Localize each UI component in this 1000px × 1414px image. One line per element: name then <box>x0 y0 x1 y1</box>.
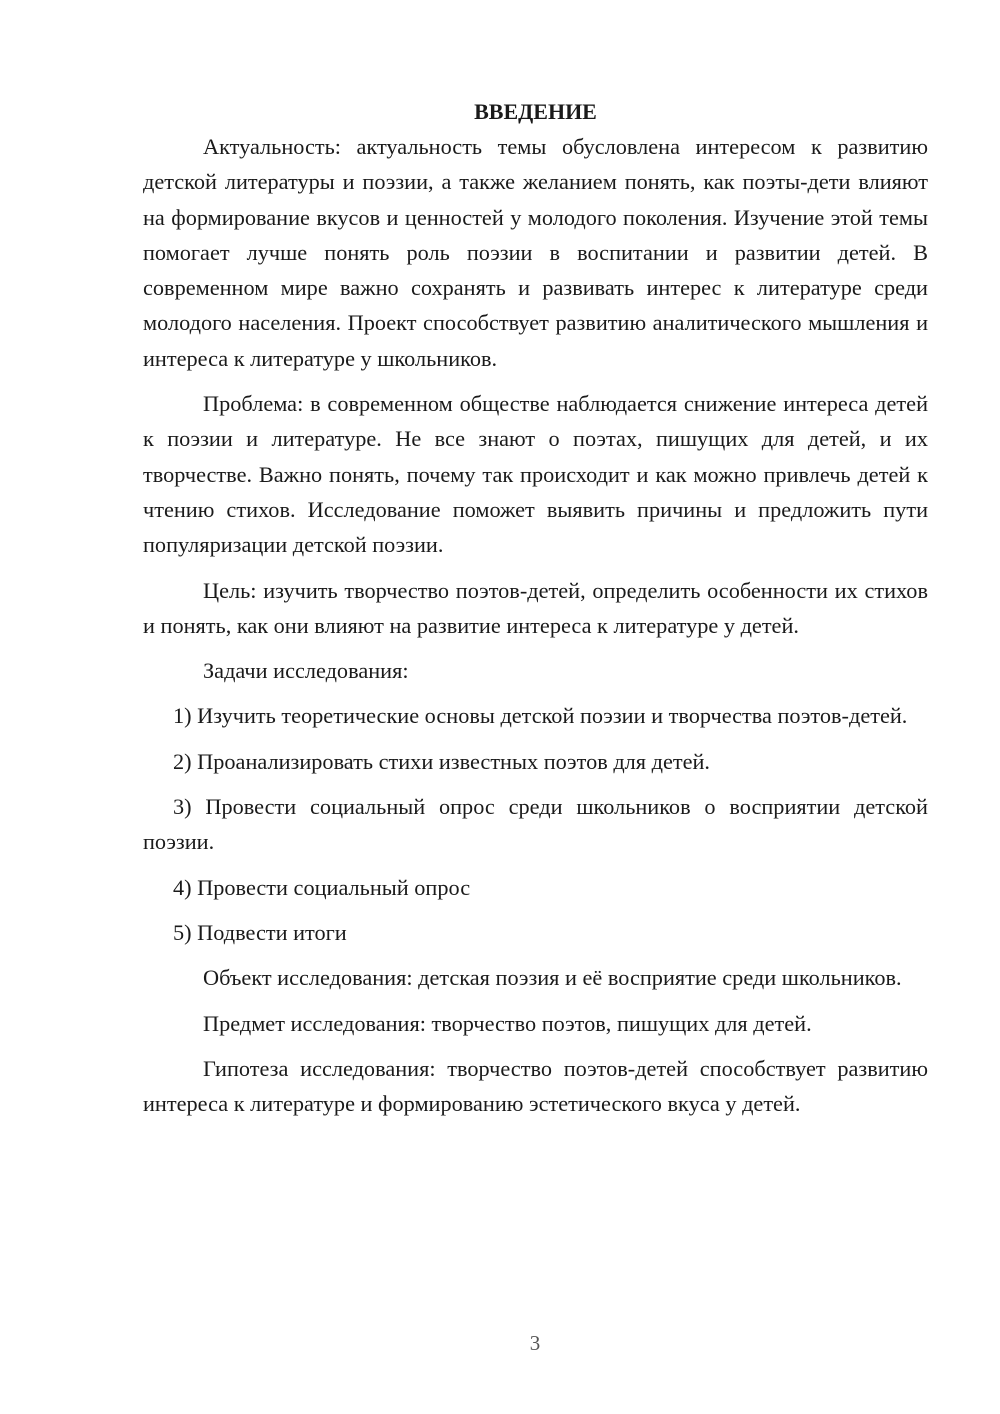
tasks-heading: Задачи исследования: <box>203 658 409 684</box>
task-item-1: 1) Изучить теоретические основы детской поэзии и творчества поэтов-детей. <box>173 703 908 729</box>
subject-paragraph: Предмет исследования: творчество поэтов, пишущих для детей. <box>203 1010 812 1036</box>
task-item-4: 4) Провести социальный опрос <box>173 874 471 900</box>
task-item-2: 2) Проанализировать стихи известных поэтов для детей. <box>173 748 711 774</box>
problem-paragraph: Проблема: в современном обществе наблюдается снижение интереса детей к поэзии и литературе. Не все знают о поэтах, пишущих для детей, и их творчестве. Важно понять, почему так происходит и как можно привлечь детей к чтению стихов. Исследование поможет выявить причины и предложить пути популяризации детской поэзии. <box>143 391 928 558</box>
relevance-paragraph: Актуальность: актуальность темы обусловлена интересом к развитию детской литературы и поэзии, а также желанием понять, как поэты-дети влияют на формирование вкусов и ценностей у молодого поколения. Изучение этой темы помогает лучше понять роль поэзии в воспитании и развитии детей. В современном мире важно сохранять и развивать интерес к литературе среди молодого населения. Проект способствует развитию аналитического мышления и интереса к литературе у школьников. <box>143 134 928 371</box>
task-item-5: 5) Подвести итоги <box>173 919 347 945</box>
goal-paragraph: Цель: изучить творчество поэтов-детей, определить особенности их стихов и понять, как они влияют на развитие интереса к литературе у детей. <box>143 577 928 638</box>
page-number: 3 <box>529 1331 541 1355</box>
task-item-3: 3) Провести социальный опрос среди школьников о восприятии детской поэзии. <box>143 794 928 855</box>
object-paragraph: Объект исследования: детская поэзия и её восприятие среди школьников. <box>203 965 902 991</box>
section-title: ВВЕДЕНИЕ <box>474 99 597 124</box>
document-page <box>143 94 928 1121</box>
hypothesis-paragraph: Гипотеза исследования: творчество поэтов-детей способствует развитию интереса к литературе и формированию эстетического вкуса у детей. <box>143 1055 928 1117</box>
